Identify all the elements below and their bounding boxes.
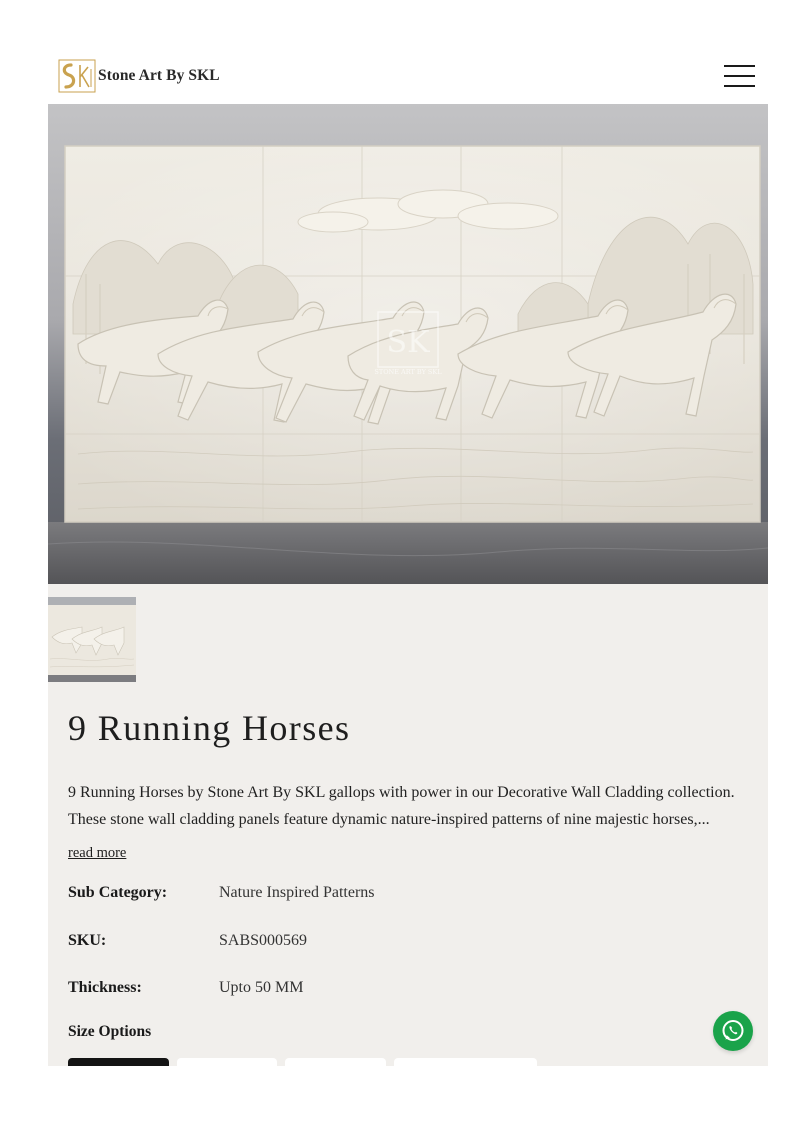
spec-label-sku: SKU: (68, 932, 107, 949)
logo-monogram-icon (58, 59, 96, 93)
read-more-link[interactable]: read more (68, 845, 127, 861)
watermark-text: STONE ART BY SKL (374, 368, 442, 376)
whatsapp-button[interactable] (713, 1011, 753, 1051)
size-options-title: Size Options (68, 1023, 152, 1040)
product-hero-image[interactable] (48, 104, 768, 584)
whatsapp-icon (713, 1011, 753, 1051)
size-option-1[interactable] (68, 1058, 169, 1066)
product-card (48, 104, 768, 1066)
spec-value-thickness: Upto 50 MM (219, 979, 304, 996)
product-thumbnail[interactable] (48, 597, 136, 682)
site-header (0, 0, 793, 104)
spec-value-sku: SABS000569 (219, 932, 308, 949)
size-option-3[interactable] (285, 1058, 386, 1066)
svg-text:SK: SK (386, 325, 430, 360)
spec-value-sub-category: Nature Inspired Patterns (219, 884, 375, 901)
size-option-4[interactable] (394, 1058, 537, 1066)
brand-name: Stone Art By SKL (98, 67, 220, 84)
product-title: 9 Running Horses (68, 708, 351, 748)
size-option-2[interactable] (177, 1058, 277, 1066)
spec-label-thickness: Thickness: (68, 979, 142, 996)
product-description: 9 Running Horses by Stone Art By SKL gallops with power in our Decorative Wall Cladding collection. These stone wall cladding panels feature dynamic nature-inspired patterns of nine majestic horses,... (68, 784, 735, 828)
brand-logo[interactable] (58, 59, 220, 93)
spec-label-sub-category: Sub Category: (68, 884, 168, 901)
hamburger-menu-icon[interactable] (724, 63, 756, 89)
